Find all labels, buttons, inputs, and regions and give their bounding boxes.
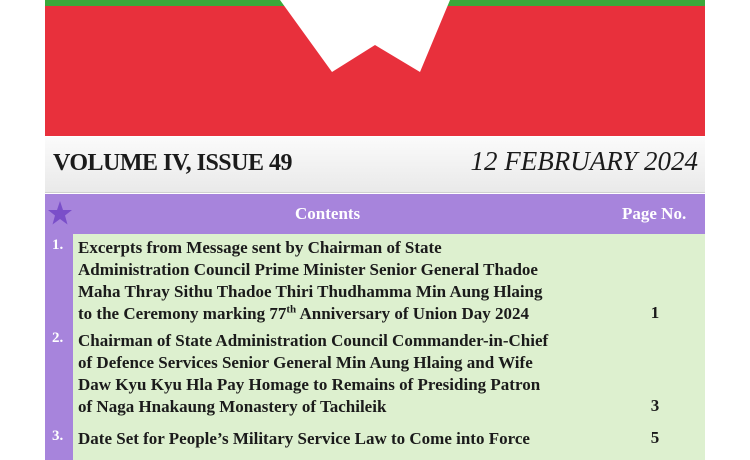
flag-banner — [45, 0, 705, 136]
item-number: 2. — [52, 330, 64, 346]
item-title-line: Date Set for People’s Military Service Law to Come into Force — [78, 429, 530, 448]
contents-heading: Contents — [295, 204, 361, 223]
item-number: 1. — [52, 237, 64, 253]
star-icon — [47, 200, 73, 226]
item-page-number: 1 — [650, 303, 660, 322]
contents-header-row — [45, 194, 705, 234]
item-title-line: Administration Council Prime Minister Senior General Thadoe — [78, 260, 538, 279]
masthead — [45, 137, 705, 193]
item-page-number: 5 — [650, 428, 660, 447]
volume-issue: VOLUME IV, ISSUE 49 — [53, 150, 292, 176]
page-number-heading: Page No. — [622, 204, 687, 223]
number-column — [45, 234, 73, 460]
header-star-cell — [45, 194, 73, 234]
item-title-line: Maha Thray Sithu Thadoe Thiri Thudhamma Min Aung Hlaing — [78, 282, 543, 301]
item-title-line: Chairman of State Administration Council Commander-in-Chief — [78, 331, 549, 350]
item-page-number: 3 — [650, 396, 660, 415]
item-title — [78, 237, 613, 325]
contents-table — [45, 194, 705, 460]
item-title-line: to the Ceremony marking 77th Anniversary of Union Day 2024 — [78, 303, 529, 323]
item-title — [78, 428, 613, 450]
item-title-line: of Naga Hnakaung Monastery of Tachileik — [78, 397, 387, 416]
issue-date: 12 FEBRUARY 2024 — [470, 146, 698, 176]
item-title-line: Excerpts from Message sent by Chairman of State — [78, 238, 442, 257]
item-title-line: of Defence Services Senior General Min Aung Hlaing and Wife — [78, 353, 533, 372]
flag-star-icon — [45, 0, 705, 136]
item-number: 3. — [52, 428, 64, 444]
item-title — [78, 330, 613, 418]
item-title-line: Daw Kyu Kyu Hla Pay Homage to Remains of Presiding Patron — [78, 375, 541, 394]
